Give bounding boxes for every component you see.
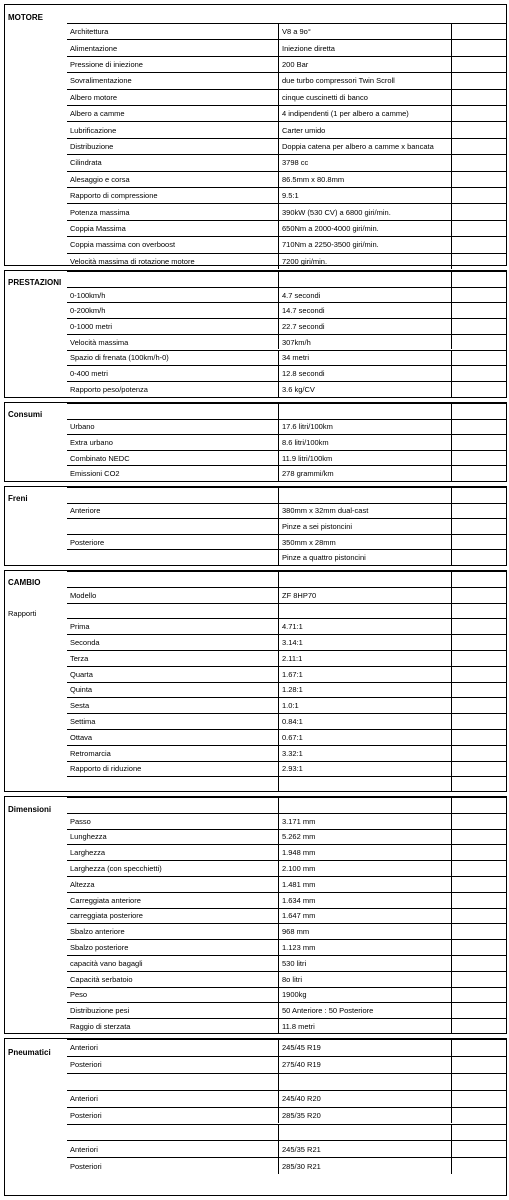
spec-value: 1.123 mm (278, 940, 451, 955)
spec-row (67, 381, 506, 397)
spec-value: 22.7 secondi (278, 319, 451, 334)
spec-extra-cell (451, 956, 506, 971)
spec-extra-cell (451, 877, 506, 892)
spec-label: Anteriore (70, 506, 101, 516)
spec-label: Anteriori (70, 1094, 98, 1104)
spec-label (67, 604, 278, 619)
spec-label: Alesaggio e corsa (70, 174, 130, 184)
spec-row (67, 876, 506, 892)
spec-value: 245/35 R21 (278, 1141, 451, 1157)
spec-row (67, 450, 506, 466)
spec-label: Pressione di iniezione (70, 59, 143, 69)
spec-value: ZF 8HP70 (278, 588, 451, 603)
spec-label: Passo (70, 816, 91, 826)
spec-label: Architettura (70, 27, 109, 37)
spec-value: 1.481 mm (278, 877, 451, 892)
spec-extra-cell (451, 972, 506, 987)
spec-extra-cell (451, 1141, 506, 1157)
spec-value (278, 777, 451, 792)
spec-value: cinque cuscinetti di banco (278, 90, 451, 105)
spec-label: Anteriori (70, 1043, 98, 1053)
spec-extra-cell (451, 714, 506, 729)
spec-label (67, 404, 278, 419)
spec-value: Pinze a quattro pistoncini (278, 550, 451, 565)
spec-extra-cell (451, 420, 506, 435)
spec-extra-cell (451, 572, 506, 587)
section-pneumatici (4, 1038, 507, 1196)
spec-row (67, 465, 506, 481)
spec-row (67, 220, 506, 236)
spec-row (67, 365, 506, 381)
spec-label: Velocità massima (70, 337, 129, 347)
spec-label: Combinato NEDC (70, 453, 130, 463)
spec-extra-cell (451, 762, 506, 777)
spec-value: 3798 cc (278, 155, 451, 170)
spec-row (67, 236, 506, 252)
spec-value (278, 1125, 451, 1141)
spec-value: 307km/h (278, 335, 451, 350)
spec-extra-cell (451, 90, 506, 105)
spec-label (67, 1125, 278, 1141)
section-title: PRESTAZIONI (8, 278, 62, 287)
spec-extra-cell (451, 830, 506, 845)
spec-row (67, 1090, 506, 1107)
spec-extra-cell (451, 604, 506, 619)
spec-value: 1.948 mm (278, 845, 451, 860)
spec-value: 11.9 litri/100km (278, 451, 451, 466)
spec-value: Iniezione diretta (278, 40, 451, 55)
spec-label: Capacità serbatoio (70, 974, 133, 984)
spec-value: 12.8 secondi (278, 366, 451, 381)
spec-row (67, 403, 506, 419)
spec-label (67, 777, 278, 792)
spec-row (67, 650, 506, 666)
spec-row (67, 1124, 506, 1141)
spec-value: 3.14:1 (278, 635, 451, 650)
spec-row (67, 634, 506, 650)
spec-extra-cell (451, 303, 506, 318)
spec-extra-cell (451, 940, 506, 955)
section-title: Dimensioni (8, 805, 52, 814)
spec-label: Cilindrata (70, 158, 102, 168)
spec-row (67, 549, 506, 565)
spec-value: Pinze a sei pistoncini (278, 519, 451, 534)
spec-row (67, 618, 506, 634)
spec-row (67, 1073, 506, 1090)
spec-row (67, 892, 506, 908)
spec-extra-cell (451, 451, 506, 466)
spec-extra-cell (451, 57, 506, 72)
spec-row (67, 271, 506, 287)
spec-extra-cell (451, 1125, 506, 1141)
spec-value: 650Nm a 2000-4000 giri/min. (278, 221, 451, 236)
spec-value (278, 404, 451, 419)
spec-extra-cell (451, 488, 506, 503)
spec-value: 4.71:1 (278, 619, 451, 634)
spec-label: capacità vano bagagli (70, 958, 143, 968)
spec-extra-cell (451, 550, 506, 565)
spec-row (67, 1002, 506, 1018)
spec-value: 0.67:1 (278, 730, 451, 745)
spec-label: Velocità massima di rotazione motore (70, 256, 195, 266)
spec-value: 710Nm a 2250-3500 giri/min. (278, 237, 451, 252)
spec-label: Posteriori (70, 1111, 102, 1121)
spec-extra-cell (451, 814, 506, 829)
spec-extra-cell (451, 382, 506, 397)
spec-extra-cell (451, 73, 506, 88)
spec-row (67, 682, 506, 698)
spec-label: Potenza massima (70, 207, 130, 217)
spec-label: Spazio di frenata (100km/h-0) (70, 353, 169, 363)
spec-extra-cell (451, 122, 506, 137)
spec-value: 350mm x 28mm (278, 535, 451, 550)
section-title: Freni (8, 494, 28, 503)
spec-row (67, 1140, 506, 1157)
spec-value: 5.262 mm (278, 830, 451, 845)
section-freni (4, 486, 507, 566)
spec-label: Rapporto di compressione (70, 191, 158, 201)
spec-extra-cell (451, 1108, 506, 1124)
spec-label: Extra urbano (70, 437, 113, 447)
spec-value: 3.171 mm (278, 814, 451, 829)
spec-value: 4 indipendenti (1 per albero a camme) (278, 106, 451, 121)
spec-label: Quarta (70, 669, 93, 679)
spec-label: Distribuzione (70, 141, 114, 151)
spec-value: 1.67:1 (278, 667, 451, 682)
spec-value: 86.5mm x 80.8mm (278, 172, 451, 187)
spec-label: Sbalzo posteriore (70, 943, 129, 953)
spec-label: Lubrificazione (70, 125, 117, 135)
spec-extra-cell (451, 155, 506, 170)
spec-row (67, 138, 506, 154)
spec-extra-cell (451, 204, 506, 219)
spec-extra-cell (451, 504, 506, 519)
spec-row (67, 154, 506, 170)
spec-extra-cell (451, 319, 506, 334)
spec-value: 1.634 mm (278, 893, 451, 908)
spec-value (278, 272, 451, 287)
spec-label: Alimentazione (70, 43, 118, 53)
spec-row (67, 745, 506, 761)
spec-row (67, 987, 506, 1003)
spec-row (67, 253, 506, 269)
section-title: Consumi (8, 410, 43, 419)
spec-row (67, 571, 506, 587)
spec-row (67, 939, 506, 955)
spec-label: Larghezza (70, 848, 106, 858)
spec-row (67, 813, 506, 829)
spec-extra-cell (451, 1057, 506, 1073)
spec-extra-cell (451, 366, 506, 381)
spec-row (67, 318, 506, 334)
spec-row (67, 1107, 506, 1124)
spec-extra-cell (451, 924, 506, 939)
spec-value: 50 Anteriore : 50 Posteriore (278, 1003, 451, 1018)
spec-label: Coppia Massima (70, 223, 126, 233)
spec-extra-cell (451, 635, 506, 650)
spec-value: V8 a 9o° (278, 24, 451, 39)
spec-row (67, 39, 506, 55)
spec-row (67, 603, 506, 619)
section-title: Pneumatici (8, 1048, 51, 1057)
spec-label (67, 550, 278, 565)
spec-extra-cell (451, 909, 506, 924)
spec-value: 380mm x 32mm dual-cast (278, 504, 451, 519)
spec-label: Raggio di sterzata (70, 1022, 131, 1032)
spec-value: 2.11:1 (278, 651, 451, 666)
spec-row (67, 72, 506, 88)
spec-extra-cell (451, 698, 506, 713)
spec-extra-cell (451, 351, 506, 366)
spec-value: 200 Bar (278, 57, 451, 72)
spec-label: Posteriore (70, 537, 105, 547)
spec-row (67, 434, 506, 450)
spec-label: 0-100km/h (70, 290, 106, 300)
spec-value: 7200 giri/min. (278, 254, 451, 269)
spec-label: Albero a camme (70, 109, 125, 119)
spec-extra-cell (451, 106, 506, 121)
spec-extra-cell (451, 40, 506, 55)
spec-row (67, 503, 506, 519)
spec-label: Modello (70, 590, 97, 600)
spec-row (67, 121, 506, 137)
spec-label: Ottava (70, 732, 93, 742)
spec-label: Rapporto di riduzione (70, 764, 142, 774)
spec-extra-cell (451, 1003, 506, 1018)
spec-extra-cell (451, 335, 506, 350)
spec-row (67, 713, 506, 729)
spec-value: 245/40 R20 (278, 1091, 451, 1107)
section-prestazioni (4, 270, 507, 398)
spec-extra-cell (451, 1091, 506, 1107)
spec-label: 0-200km/h (70, 306, 106, 316)
spec-value: 9.5:1 (278, 188, 451, 203)
spec-value: due turbo compressori Twin Scroll (278, 73, 451, 88)
spec-value: 275/40 R19 (278, 1057, 451, 1073)
spec-label: Rapporto peso/potenza (70, 384, 148, 394)
spec-label: Urbano (70, 422, 95, 432)
spec-row (67, 797, 506, 813)
spec-extra-cell (451, 1019, 506, 1034)
spec-extra-cell (451, 730, 506, 745)
spec-label: Seconda (70, 638, 100, 648)
section-consumi (4, 402, 507, 482)
spec-value: Doppia catena per albero a camme x bancata (278, 139, 451, 154)
spec-extra-cell (451, 188, 506, 203)
spec-label: 0-1000 metri (70, 321, 113, 331)
spec-row (67, 908, 506, 924)
spec-label: Emissioni CO2 (70, 469, 120, 479)
spec-value: 968 mm (278, 924, 451, 939)
spec-label: Peso (70, 990, 88, 1000)
spec-label: Albero motore (70, 92, 118, 102)
spec-value: 3.32:1 (278, 746, 451, 761)
spec-value: 285/30 R21 (278, 1158, 451, 1174)
spec-value: 8o litri (278, 972, 451, 987)
spec-extra-cell (451, 845, 506, 860)
spec-row (67, 587, 506, 603)
spec-row (67, 203, 506, 219)
spec-value: 245/45 R19 (278, 1040, 451, 1056)
spec-row (67, 89, 506, 105)
spec-row (67, 829, 506, 845)
spec-row (67, 518, 506, 534)
spec-row (67, 666, 506, 682)
spec-label: Carreggiata anteriore (70, 895, 141, 905)
spec-value (278, 798, 451, 813)
section-title: CAMBIO (8, 578, 41, 587)
spec-row (67, 334, 506, 350)
spec-value: 11.8 metri (278, 1019, 451, 1034)
spec-row (67, 971, 506, 987)
spec-label: Posteriori (70, 1161, 102, 1171)
spec-row (67, 1157, 506, 1174)
spec-label (67, 272, 278, 287)
spec-label: Prima (70, 622, 90, 632)
spec-value: 1.647 mm (278, 909, 451, 924)
spec-value (278, 488, 451, 503)
spec-value: 530 litri (278, 956, 451, 971)
spec-row (67, 23, 506, 39)
spec-extra-cell (451, 988, 506, 1003)
spec-value: 0.84:1 (278, 714, 451, 729)
spec-row (67, 187, 506, 203)
spec-row (67, 56, 506, 72)
spec-extra-cell (451, 435, 506, 450)
spec-value: 34 metri (278, 351, 451, 366)
spec-label: Sovralimentazione (70, 76, 132, 86)
spec-extra-cell (451, 24, 506, 39)
spec-row (67, 697, 506, 713)
section-cambio (4, 570, 507, 792)
spec-label: carreggiata posteriore (70, 911, 143, 921)
section-title: MOTORE (8, 13, 43, 22)
spec-value: 278 grammi/km (278, 466, 451, 481)
spec-value: 1.28:1 (278, 683, 451, 698)
spec-extra-cell (451, 237, 506, 252)
spec-row (67, 302, 506, 318)
spec-row (67, 1039, 506, 1056)
spec-label (67, 798, 278, 813)
spec-label: Distribuzione pesi (70, 1006, 130, 1016)
spec-row (67, 350, 506, 366)
spec-value (278, 604, 451, 619)
spec-extra-cell (451, 172, 506, 187)
spec-value: 3.6 kg/CV (278, 382, 451, 397)
spec-value: 1900kg (278, 988, 451, 1003)
spec-value (278, 572, 451, 587)
spec-label (67, 488, 278, 503)
spec-row (67, 761, 506, 777)
spec-extra-cell (451, 777, 506, 792)
spec-value: 14.7 secondi (278, 303, 451, 318)
spec-value (278, 1074, 451, 1090)
spec-extra-cell (451, 221, 506, 236)
spec-label: Altezza (70, 879, 95, 889)
spec-extra-cell (451, 619, 506, 634)
spec-extra-cell (451, 1158, 506, 1174)
spec-value: 285/35 R20 (278, 1108, 451, 1124)
spec-label: Posteriori (70, 1060, 102, 1070)
spec-label: Sesta (70, 701, 90, 711)
spec-value: Carter umido (278, 122, 451, 137)
spec-row (67, 729, 506, 745)
spec-extra-cell (451, 288, 506, 303)
spec-extra-cell (451, 893, 506, 908)
spec-extra-cell (451, 254, 506, 269)
spec-row (67, 534, 506, 550)
spec-extra-cell (451, 519, 506, 534)
spec-extra-cell (451, 1074, 506, 1090)
spec-value: 2.100 mm (278, 861, 451, 876)
spec-value: 2.93:1 (278, 762, 451, 777)
spec-extra-cell (451, 683, 506, 698)
spec-extra-cell (451, 272, 506, 287)
spec-label (67, 1074, 278, 1090)
spec-row (67, 419, 506, 435)
spec-extra-cell (451, 667, 506, 682)
spec-row (67, 955, 506, 971)
spec-label: Coppia massima con overboost (70, 240, 176, 250)
spec-extra-cell (451, 651, 506, 666)
spec-label: Settima (70, 717, 96, 727)
spec-label: 0-400 metri (70, 369, 108, 379)
spec-row (67, 105, 506, 121)
spec-label: Quinta (70, 685, 93, 695)
spec-row (67, 860, 506, 876)
spec-label (67, 519, 278, 534)
spec-label: Larghezza (con specchietti) (70, 864, 162, 874)
spec-label: Sbalzo anteriore (70, 927, 125, 937)
spec-extra-cell (451, 139, 506, 154)
spec-extra-cell (451, 466, 506, 481)
spec-value: 17.6 litri/100km (278, 420, 451, 435)
spec-row (67, 287, 506, 303)
spec-row (67, 923, 506, 939)
spec-row (67, 1018, 506, 1034)
spec-label: Terza (70, 653, 89, 663)
spec-value: 390kW (530 CV) a 6800 giri/min. (278, 204, 451, 219)
spec-extra-cell (451, 535, 506, 550)
spec-row (67, 487, 506, 503)
spec-extra-cell (451, 798, 506, 813)
spec-row (67, 1056, 506, 1073)
spec-extra-cell (451, 404, 506, 419)
spec-row (67, 776, 506, 792)
spec-label (67, 572, 278, 587)
spec-label: Retromarcia (70, 748, 111, 758)
spec-value: 4.7 secondi (278, 288, 451, 303)
spec-extra-cell (451, 746, 506, 761)
section-dimensioni (4, 796, 507, 1034)
spec-value: 1.0:1 (278, 698, 451, 713)
spec-row (67, 171, 506, 187)
spec-extra-cell (451, 588, 506, 603)
spec-extra-cell (451, 861, 506, 876)
section-sublabel: Rapporti (8, 609, 37, 618)
spec-value: 8.6 litri/100km (278, 435, 451, 450)
spec-row (67, 844, 506, 860)
spec-extra-cell (451, 1040, 506, 1056)
section-motore (4, 4, 507, 266)
spec-label: Lunghezza (70, 832, 107, 842)
spec-label: Anteriori (70, 1144, 98, 1154)
